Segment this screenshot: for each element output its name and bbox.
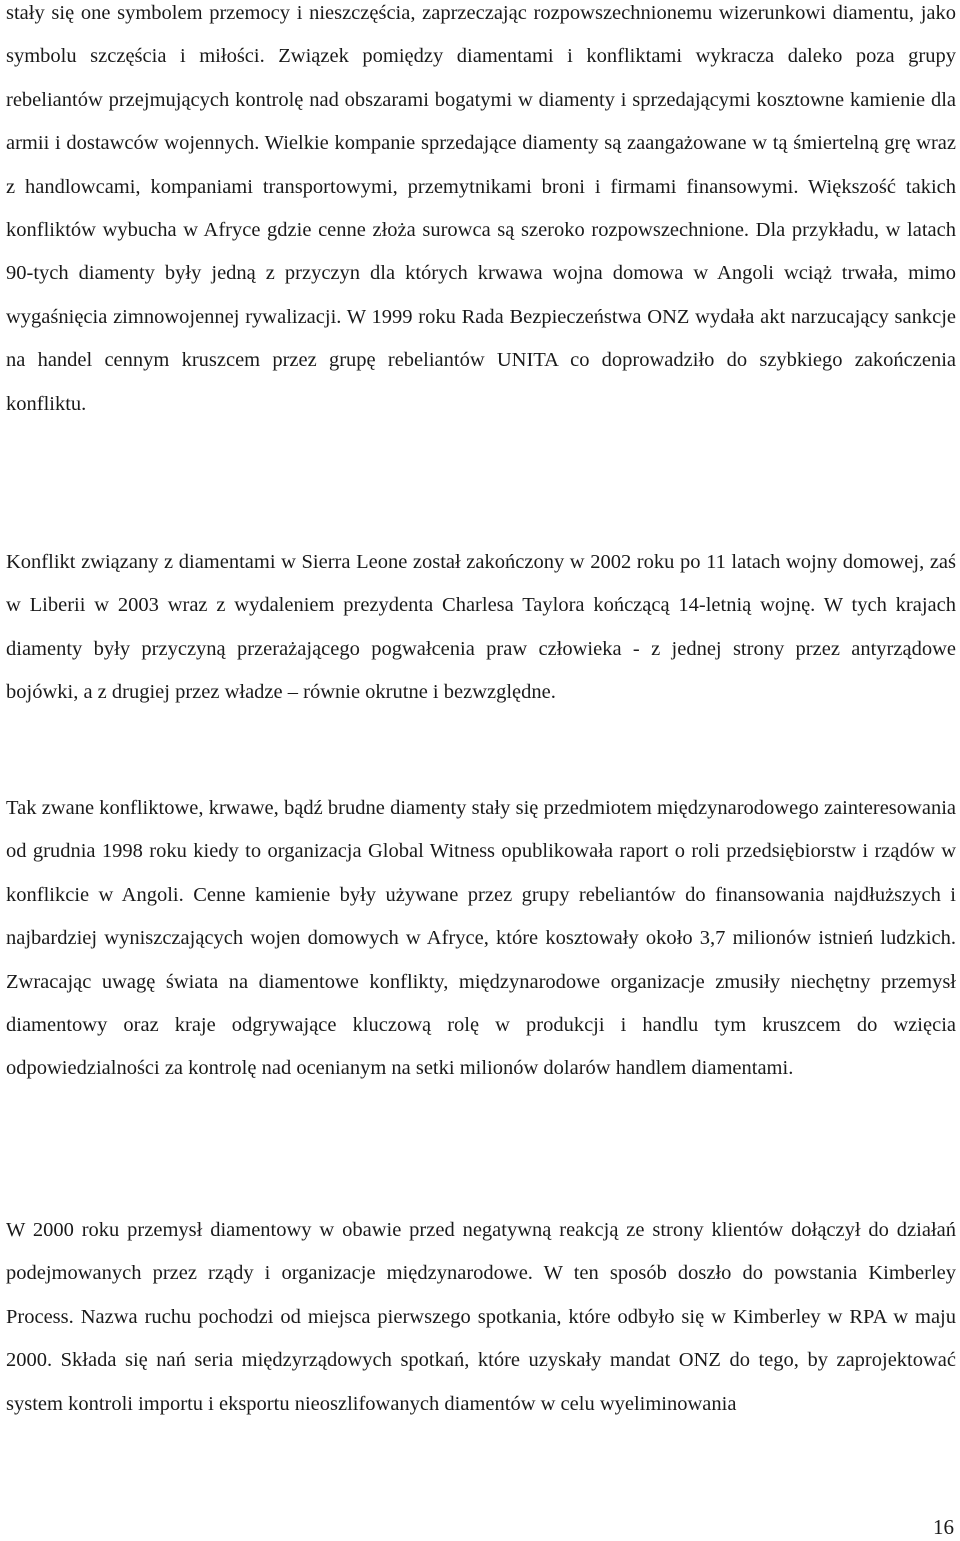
paragraph-3: Tak zwane konfliktowe, krwawe, bądź brudne diamenty stały się przedmiotem międzynarodowego zainteresowania od grudnia 1998 roku kiedy to organizacja Global Witness opublikowała raport o roli przedsiębiorstw i rządów w konflikcie w Angoli. Cenne kamienie były używane przez grupy rebeliantów do finansowania najdłuższych i najbardziej wyniszczających wojen domowych w Afryce, które kosztowały około 3,7 milionów istnień ludzkich. Zwracając uwagę świata na diamentowe konflikty, międzynarodowe organizacje zmusiły niechętny przemysł diamentowy oraz kraje odgrywające kluczową rolę w produkcji i handlu tym kruszcem do wzięcia odpowiedzialności za kontrolę nad ocenianym na setki milionów dolarów handlem diamentami.: [6, 797, 956, 1080]
paragraph-2: Konflikt związany z diamentami w Sierra Leone został zakończony w 2002 roku po 11 latach wojny domowej, zaś w Liberii w 2003 wraz z wydaleniem prezydenta Charlesa Taylora kończącą 14-letnią wojnę. W tych krajach diamenty były przyczyną przerażającego pogwałcenia praw człowieka - z jednej strony przez antyrządowe bojówki, a z drugiej przez władze – równie okrutne i bezwzględne.: [6, 551, 956, 704]
paragraph-4: W 2000 roku przemysł diamentowy w obawie przed negatywną reakcją ze strony klientów dołączył do działań podejmowanych przez rządy i organizacje międzynarodowe. W ten sposób doszło do powstania Kimberley Process. Nazwa ruchu pochodzi od miejsca pierwszego spotkania, które odbyło się w Kimberley w RPA w maju 2000. Składa się nań seria międzyrządowych spotkań, które uzyskały mandat ONZ do tego, by zaprojektować system kontroli importu i eksportu nieoszlifowanych diamentów w celu wyeliminowania: [6, 1219, 956, 1415]
page-number: 16: [933, 1515, 954, 1539]
paragraph-1: stały się one symbolem przemocy i nieszczęścia, zaprzeczając rozpowszechnionemu wizerunkowi diamentu, jako symbolu szczęścia i miłości. Związek pomiędzy diamentami i konfliktami wykracza daleko poza grupy rebeliantów przejmujących kontrolę nad obszarami bogatymi w diamenty i sprzedającymi kosztowne kamienie dla armii i dostawców wojennych. Wielkie kompanie sprzedające diamenty są zaangażowane w tą śmiertelną grę wraz z handlowcami, kompaniami transportowymi, przemytnikami broni i firmami finansowymi. Większość takich konfliktów wybucha w Afryce gdzie cenne złoża surowca są szeroko rozpowszechnione. Dla przykładu, w latach 90-tych diamenty były jedną z przyczyn dla których krwawa wojna domowa w Angoli wciąż trwała, mimo wygaśnięcia zimnowojennej rywalizacji. W 1999 roku Rada Bezpieczeństwa ONZ wydała akt narzucający sankcje na handel cennym kruszcem przez grupę rebeliantów UNITA co doprowadziło do szybkiego zakończenia konfliktu.: [6, 2, 956, 415]
